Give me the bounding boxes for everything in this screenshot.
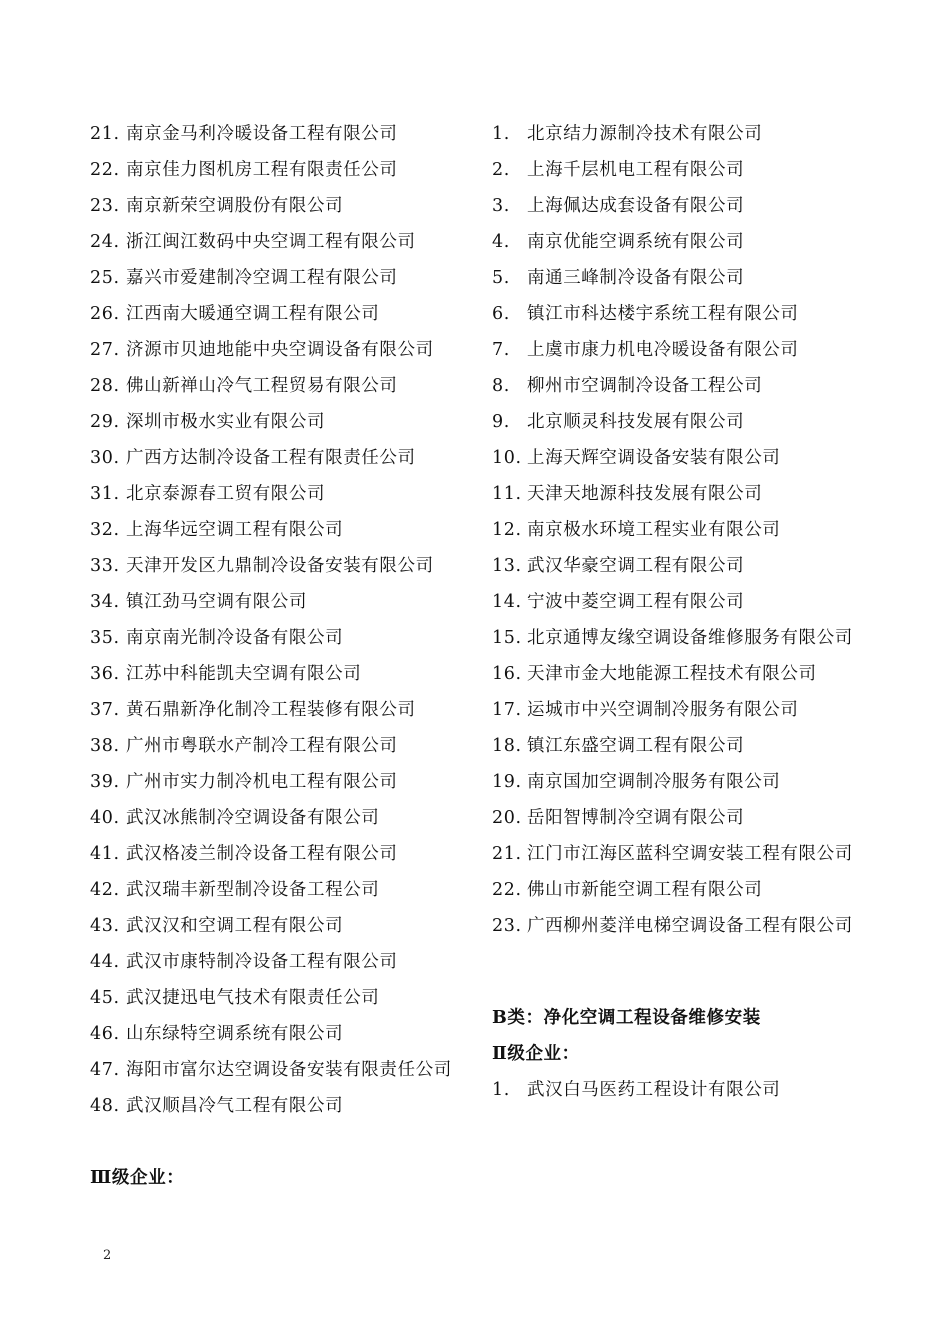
company-list-item (90, 1052, 470, 1088)
list-item-number: 1. (492, 1080, 510, 1100)
list-item-number: 47. (90, 1060, 120, 1080)
company-list-item (492, 296, 857, 332)
list-item-number: 20. (492, 808, 522, 828)
company-list-item (90, 368, 470, 404)
company-list-item (492, 440, 857, 476)
left-column (90, 116, 470, 1196)
right-company-list (492, 116, 857, 944)
list-item-number: 33. (90, 556, 120, 576)
company-list-item (90, 476, 470, 512)
company-list-item (90, 872, 470, 908)
list-item-number: 2. (492, 160, 510, 180)
company-list-item (492, 224, 857, 260)
company-name: 运城市中兴空调制冷服务有限公司 (527, 700, 799, 720)
list-item-number: 27. (90, 340, 120, 360)
company-name: 江西南大暖通空调工程有限公司 (126, 304, 380, 324)
company-list-item (90, 152, 470, 188)
company-name: 广州市粤联水产制冷工程有限公司 (126, 736, 398, 756)
list-item-number: 21. (90, 124, 120, 144)
list-item-number: 34. (90, 592, 120, 612)
company-list-item (492, 404, 857, 440)
company-list-item (90, 404, 470, 440)
list-item-number: 38. (90, 736, 120, 756)
company-list-item (90, 800, 470, 836)
company-list-item (492, 800, 857, 836)
company-name: 天津市金大地能源工程技术有限公司 (527, 664, 817, 684)
company-name: 南京佳力图机房工程有限责任公司 (126, 160, 398, 180)
company-list-item (492, 872, 857, 908)
right-column (492, 116, 857, 1108)
company-list-item (90, 656, 470, 692)
company-list-item (492, 260, 857, 296)
company-list-item (492, 548, 857, 584)
list-item-number: 46. (90, 1024, 120, 1044)
company-name: 广西方达制冷设备工程有限责任公司 (126, 448, 416, 468)
list-item-number: 5. (492, 268, 510, 288)
company-name: 南京南光制冷设备有限公司 (126, 628, 344, 648)
company-list-item (492, 584, 857, 620)
list-item-number: 21. (492, 844, 522, 864)
company-name: 柳州市空调制冷设备工程公司 (527, 376, 763, 396)
list-item-number: 35. (90, 628, 120, 648)
company-list-item (90, 440, 470, 476)
company-list-item (492, 188, 857, 224)
list-item-number: 16. (492, 664, 522, 684)
company-list-item (90, 548, 470, 584)
company-name: 岳阳智博制冷空调有限公司 (527, 808, 745, 828)
list-item-number: 19. (492, 772, 522, 792)
company-list-item (492, 908, 857, 944)
list-item-number: 40. (90, 808, 120, 828)
company-name: 天津开发区九鼎制冷设备安装有限公司 (126, 556, 434, 576)
company-name: 北京通博友缘空调设备维修服务有限公司 (527, 628, 853, 648)
list-item-number: 14. (492, 592, 522, 612)
company-name: 宁波中菱空调工程有限公司 (527, 592, 745, 612)
list-item-number: 10. (492, 448, 522, 468)
company-list-item (492, 656, 857, 692)
company-name: 武汉白马医药工程设计有限公司 (527, 1080, 781, 1100)
company-name: 南京优能空调系统有限公司 (527, 232, 745, 252)
list-item-number: 37. (90, 700, 120, 720)
list-item-number: 43. (90, 916, 120, 936)
company-name: 嘉兴市爱建制冷空调工程有限公司 (126, 268, 398, 288)
company-name: 江苏中科能凯夫空调有限公司 (126, 664, 362, 684)
list-item-number: 42. (90, 880, 120, 900)
list-item-number: 3. (492, 196, 510, 216)
company-name: 武汉捷迅电气技术有限责任公司 (126, 988, 380, 1008)
company-list-item (492, 1072, 857, 1108)
company-name: 佛山新禅山冷气工程贸易有限公司 (126, 376, 398, 396)
company-list-item (90, 332, 470, 368)
company-list-item (492, 512, 857, 548)
company-name: 武汉冰熊制冷空调设备有限公司 (126, 808, 380, 828)
company-list-item (90, 1016, 470, 1052)
company-name: 上海佩达成套设备有限公司 (527, 196, 745, 216)
list-item-number: 6. (492, 304, 510, 324)
company-name: 武汉格凌兰制冷设备工程有限公司 (126, 844, 398, 864)
list-item-number: 39. (90, 772, 120, 792)
company-list-item (90, 224, 470, 260)
list-item-number: 31. (90, 484, 120, 504)
company-name: 上海天辉空调设备安装有限公司 (527, 448, 781, 468)
list-item-number: 1. (492, 124, 510, 144)
company-list-item (90, 188, 470, 224)
company-name: 上虞市康力机电冷暖设备有限公司 (527, 340, 799, 360)
company-list-item (90, 620, 470, 656)
section-b-company-list (492, 1072, 857, 1108)
company-list-item (492, 620, 857, 656)
list-item-number: 26. (90, 304, 120, 324)
company-name: 武汉汉和空调工程有限公司 (126, 916, 344, 936)
list-item-number: 30. (90, 448, 120, 468)
company-list-item (492, 728, 857, 764)
company-name: 济源市贝迪地能中央空调设备有限公司 (126, 340, 434, 360)
company-name: 北京顺灵科技发展有限公司 (527, 412, 745, 432)
company-list-item (492, 332, 857, 368)
list-item-number: 23. (492, 916, 522, 936)
list-item-number: 41. (90, 844, 120, 864)
company-name: 镇江劲马空调有限公司 (126, 592, 307, 612)
company-list-item (492, 764, 857, 800)
section-b-heading: B类：净化空调工程设备维修安装 (492, 1008, 761, 1028)
company-list-item (90, 944, 470, 980)
list-item-number: 36. (90, 664, 120, 684)
list-item-number: 25. (90, 268, 120, 288)
left-company-list (90, 116, 470, 1124)
list-item-number: 13. (492, 556, 522, 576)
list-item-number: 17. (492, 700, 522, 720)
company-name: 南通三峰制冷设备有限公司 (527, 268, 745, 288)
company-name: 天津天地源科技发展有限公司 (527, 484, 763, 504)
list-item-number: 15. (492, 628, 522, 648)
company-name: 南京新荣空调股份有限公司 (126, 196, 344, 216)
company-name: 武汉华豪空调工程有限公司 (527, 556, 745, 576)
page-number: 2 (103, 1248, 112, 1263)
company-name: 南京金马利冷暖设备工程有限公司 (126, 124, 398, 144)
company-list-item (492, 152, 857, 188)
company-name: 北京结力源制冷技术有限公司 (527, 124, 763, 144)
company-list-item (492, 368, 857, 404)
company-list-item (90, 584, 470, 620)
company-list-item (90, 764, 470, 800)
company-list-item (90, 980, 470, 1016)
list-item-number: 45. (90, 988, 120, 1008)
company-name: 佛山市新能空调工程有限公司 (527, 880, 763, 900)
company-list-item (90, 260, 470, 296)
company-name: 海阳市富尔达空调设备安装有限责任公司 (126, 1060, 452, 1080)
company-name: 南京国加空调制冷服务有限公司 (527, 772, 781, 792)
list-item-number: 23. (90, 196, 120, 216)
company-list-item (90, 296, 470, 332)
list-item-number: 11. (492, 484, 522, 504)
list-item-number: 18. (492, 736, 522, 756)
company-list-item (90, 116, 470, 152)
company-list-item (492, 476, 857, 512)
company-name: 武汉市康特制冷设备工程有限公司 (126, 952, 398, 972)
company-name: 镇江市科达楼宇系统工程有限公司 (527, 304, 799, 324)
company-list-item (492, 116, 857, 152)
company-list-item (90, 692, 470, 728)
company-name: 北京泰源春工贸有限公司 (126, 484, 326, 504)
company-name: 江门市江海区蓝科空调安装工程有限公司 (527, 844, 853, 864)
company-name: 武汉瑞丰新型制冷设备工程公司 (126, 880, 380, 900)
company-name: 广州市实力制冷机电工程有限公司 (126, 772, 398, 792)
company-name: 南京极水环境工程实业有限公司 (527, 520, 781, 540)
company-list-item (90, 512, 470, 548)
company-name: 武汉顺昌冷气工程有限公司 (126, 1096, 344, 1116)
company-name: 上海千层机电工程有限公司 (527, 160, 745, 180)
list-item-number: 12. (492, 520, 522, 540)
company-name: 深圳市极水实业有限公司 (126, 412, 326, 432)
list-item-number: 8. (492, 376, 510, 396)
company-list-item (492, 692, 857, 728)
list-item-number: 22. (90, 160, 120, 180)
company-list-item (90, 728, 470, 764)
list-item-number: 29. (90, 412, 120, 432)
list-item-number: 28. (90, 376, 120, 396)
company-name: 浙江闽江数码中央空调工程有限公司 (126, 232, 416, 252)
list-item-number: 32. (90, 520, 120, 540)
list-item-number: 22. (492, 880, 522, 900)
company-name: 广西柳州菱洋电梯空调设备工程有限公司 (527, 916, 853, 936)
list-item-number: 48. (90, 1096, 120, 1116)
company-list-item (90, 1088, 470, 1124)
list-item-number: 24. (90, 232, 120, 252)
company-list-item (492, 836, 857, 872)
company-name: 上海华远空调工程有限公司 (126, 520, 344, 540)
list-item-number: 9. (492, 412, 510, 432)
list-item-number: 4. (492, 232, 510, 252)
company-list-item (90, 908, 470, 944)
company-name: 山东绿特空调系统有限公司 (126, 1024, 344, 1044)
list-item-number: 44. (90, 952, 120, 972)
company-name: 镇江东盛空调工程有限公司 (527, 736, 745, 756)
company-list-item (90, 836, 470, 872)
section-b-grade-ii-heading: Ⅱ级企业： (492, 1044, 580, 1064)
list-item-number: 7. (492, 340, 510, 360)
company-name: 黄石鼎新净化制冷工程装修有限公司 (126, 700, 416, 720)
grade-iii-heading: Ⅲ级企业： (90, 1168, 185, 1188)
